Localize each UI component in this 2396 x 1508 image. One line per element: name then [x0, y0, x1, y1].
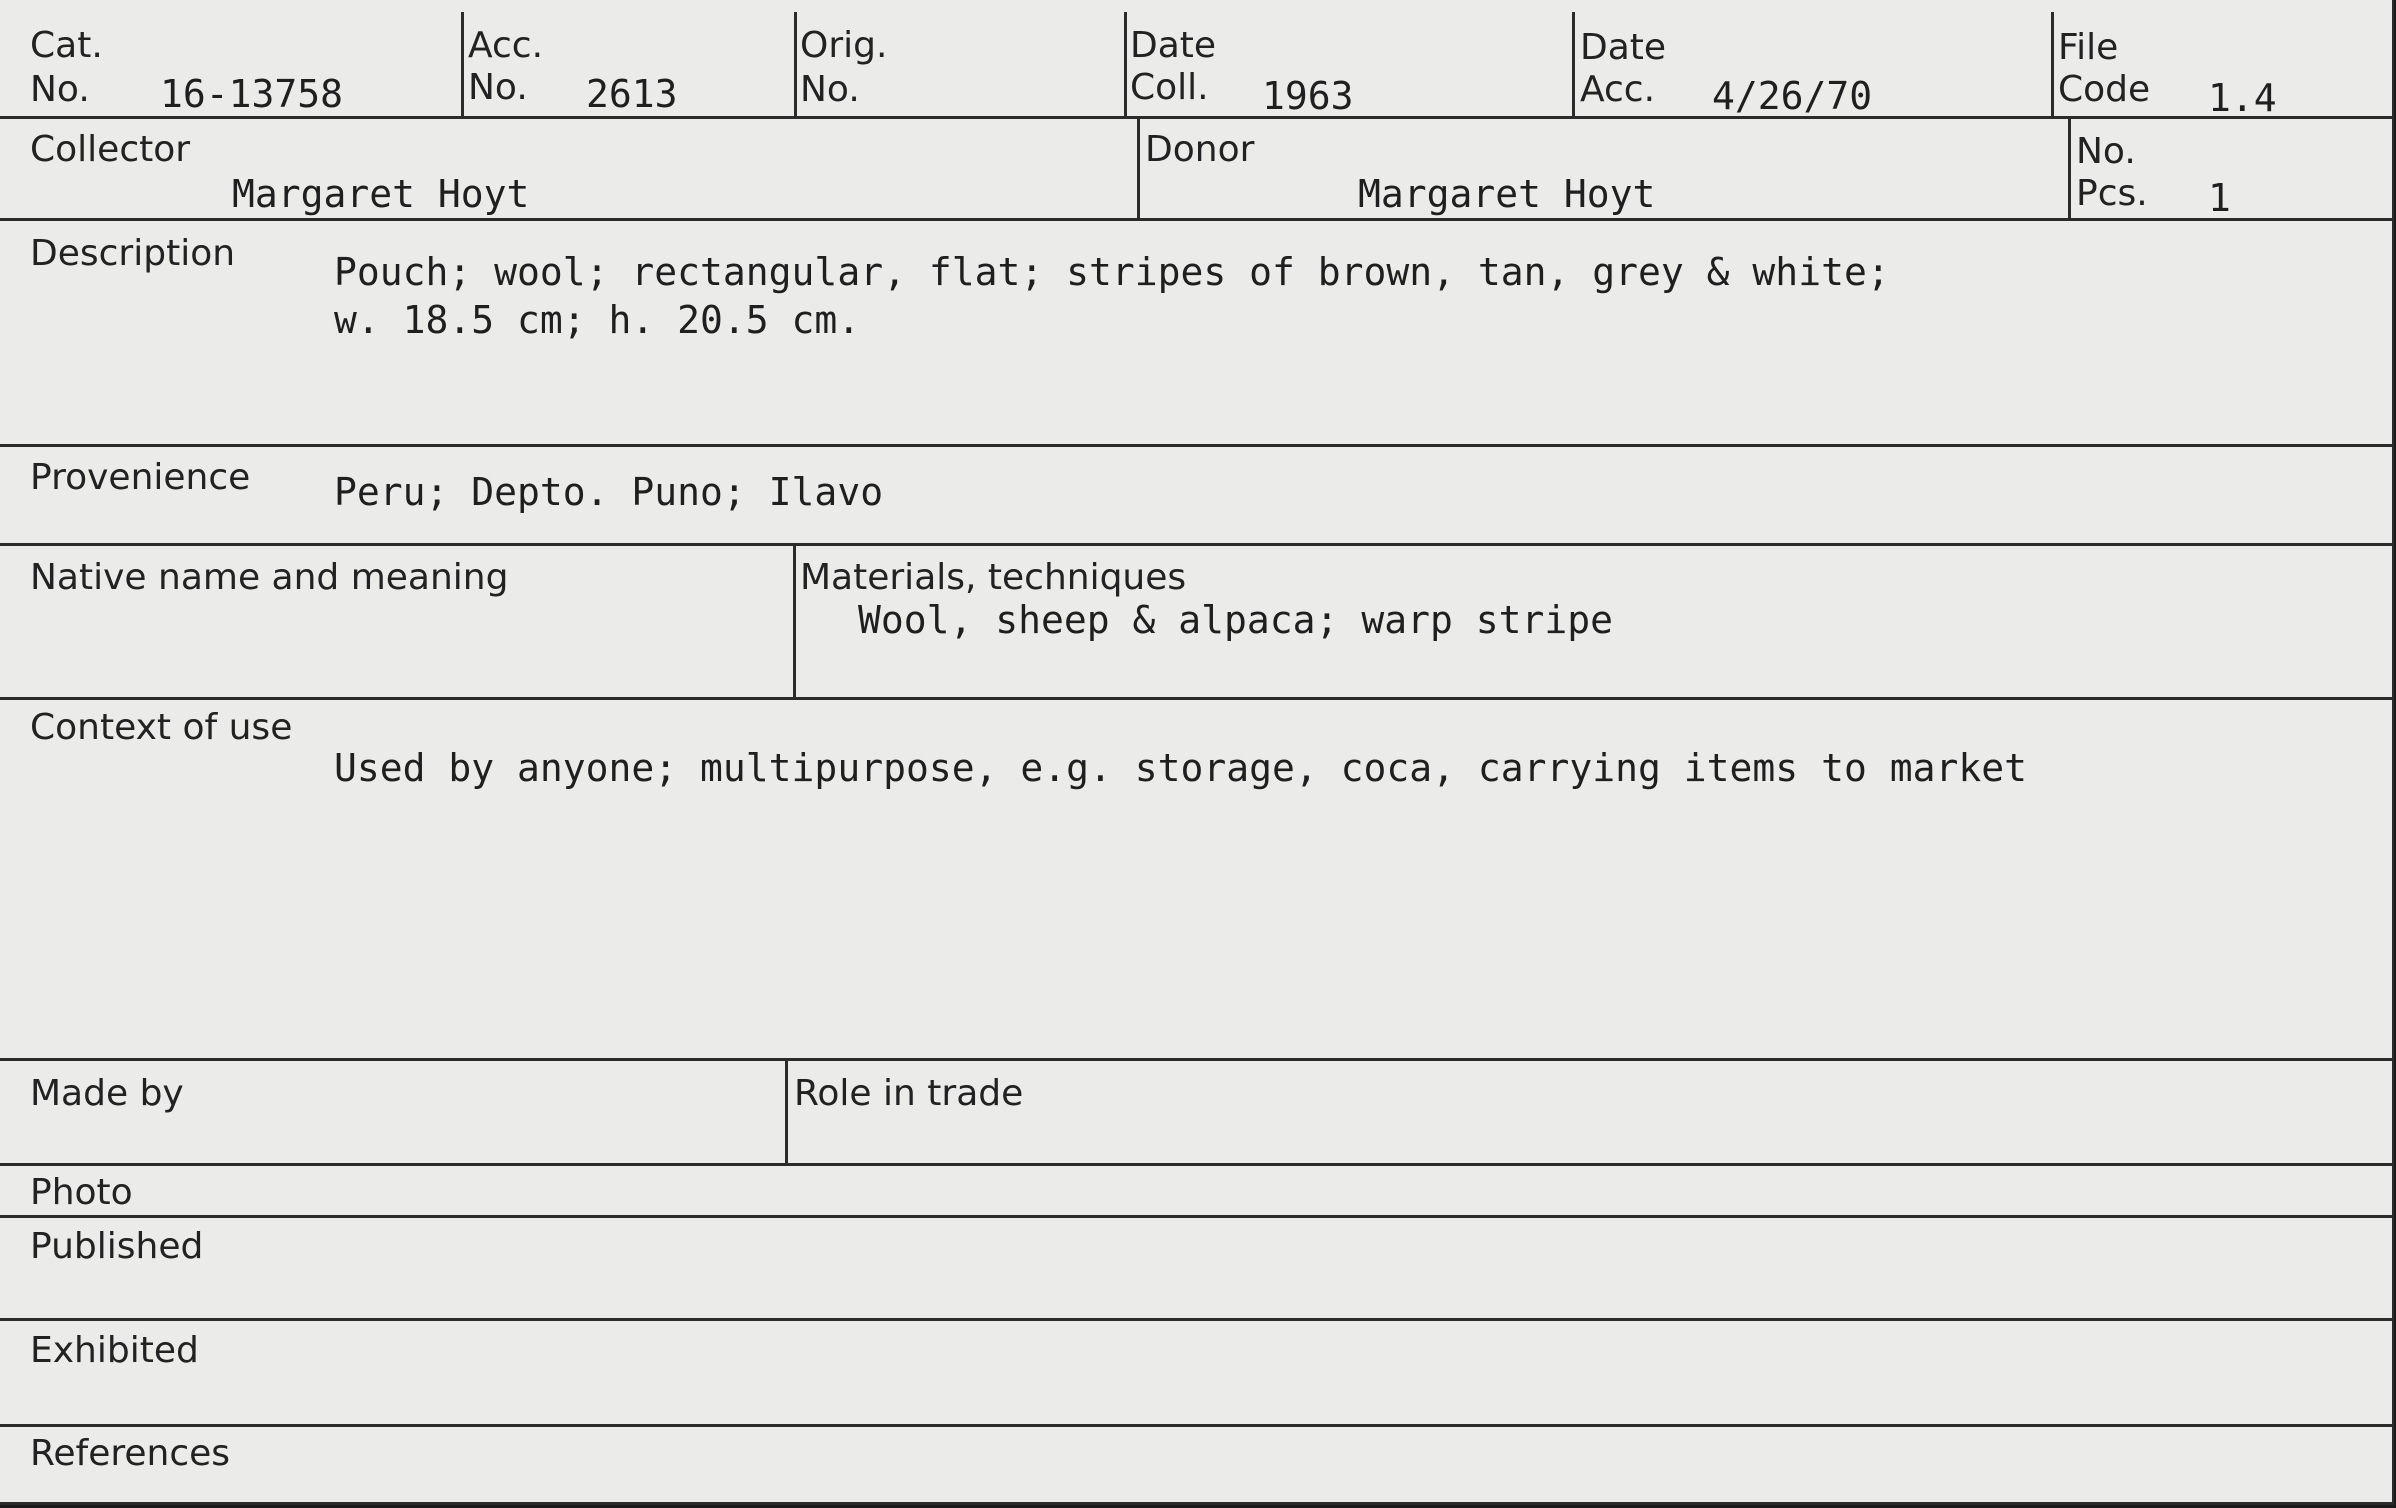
cat-label-bottom: No.	[30, 69, 90, 110]
acc-label-bottom: No.	[468, 67, 528, 108]
file-code-label-bottom: Code	[2058, 69, 2151, 110]
provenience-label: Provenience	[30, 457, 251, 498]
date-acc-label-top: Date	[1580, 27, 1667, 68]
role-in-trade-label: Role in trade	[794, 1073, 1024, 1114]
materials-label: Materials, techniques	[800, 557, 1187, 598]
rule-native-bottom	[0, 697, 2394, 700]
date-acc-value: 4/26/70	[1712, 74, 1873, 118]
description-label: Description	[30, 233, 236, 274]
rule-v-acc	[794, 12, 797, 116]
references-label: References	[30, 1433, 231, 1474]
file-code-label-top: File	[2058, 27, 2119, 68]
rule-v-native	[793, 543, 796, 697]
rule-v-orig	[1124, 12, 1127, 116]
context-label: Context of use	[30, 707, 293, 748]
collector-label: Collector	[30, 129, 191, 170]
cat-no-value: 16-13758	[160, 72, 344, 116]
rule-exhibited-bottom	[0, 1424, 2394, 1427]
photo-label: Photo	[30, 1172, 133, 1213]
materials-value: Wool, sheep & alpaca; warp stripe	[858, 598, 1613, 642]
rule-published-bottom	[0, 1318, 2394, 1321]
date-coll-value: 1963	[1262, 74, 1354, 118]
file-code-value: 1.4	[2208, 76, 2277, 120]
pieces-value: 1	[2208, 176, 2231, 220]
provenience-value: Peru; Depto. Puno; Ilavo	[334, 470, 884, 514]
date-acc-label-bottom: Acc.	[1580, 69, 1656, 110]
description-line-2: w. 18.5 cm; h. 20.5 cm.	[334, 298, 861, 342]
pieces-label-bottom: Pcs.	[2076, 173, 2148, 214]
date-coll-label-top: Date	[1130, 25, 1217, 66]
rule-provenience-bottom	[0, 543, 2394, 546]
rule-v-madeby	[785, 1058, 788, 1163]
date-coll-label-bottom: Coll.	[1130, 67, 1209, 108]
rule-context-bottom	[0, 1058, 2394, 1061]
rule-photo-bottom	[0, 1215, 2394, 1218]
description-line-1: Pouch; wool; rectangular, flat; stripes of brown, tan, grey & white;	[334, 250, 1890, 294]
exhibited-label: Exhibited	[30, 1330, 199, 1371]
rule-collector-bottom	[0, 218, 2394, 221]
rule-v-donor	[2068, 116, 2071, 218]
donor-value: Margaret Hoyt	[1358, 172, 1656, 216]
cat-label-top: Cat.	[30, 25, 103, 66]
rule-madeby-bottom	[0, 1163, 2394, 1166]
rule-v-cat	[461, 12, 464, 116]
made-by-label: Made by	[30, 1073, 184, 1114]
pieces-label-top: No.	[2076, 131, 2136, 172]
acc-no-value: 2613	[586, 72, 678, 116]
donor-label: Donor	[1145, 129, 1255, 170]
acc-label-top: Acc.	[468, 25, 544, 66]
rule-v-collector	[1137, 116, 1140, 218]
orig-label-bottom: No.	[800, 69, 860, 110]
rule-v-dateacc	[2051, 12, 2054, 116]
rule-header-bottom	[0, 116, 2394, 119]
rule-v-datecoll	[1572, 12, 1575, 116]
orig-label-top: Orig.	[800, 25, 888, 66]
collector-value: Margaret Hoyt	[232, 172, 530, 216]
context-value: Used by anyone; multipurpose, e.g. storage, coca, carrying items to market	[334, 746, 2027, 790]
native-name-label: Native name and meaning	[30, 557, 509, 598]
rule-description-bottom	[0, 444, 2394, 447]
published-label: Published	[30, 1226, 204, 1267]
